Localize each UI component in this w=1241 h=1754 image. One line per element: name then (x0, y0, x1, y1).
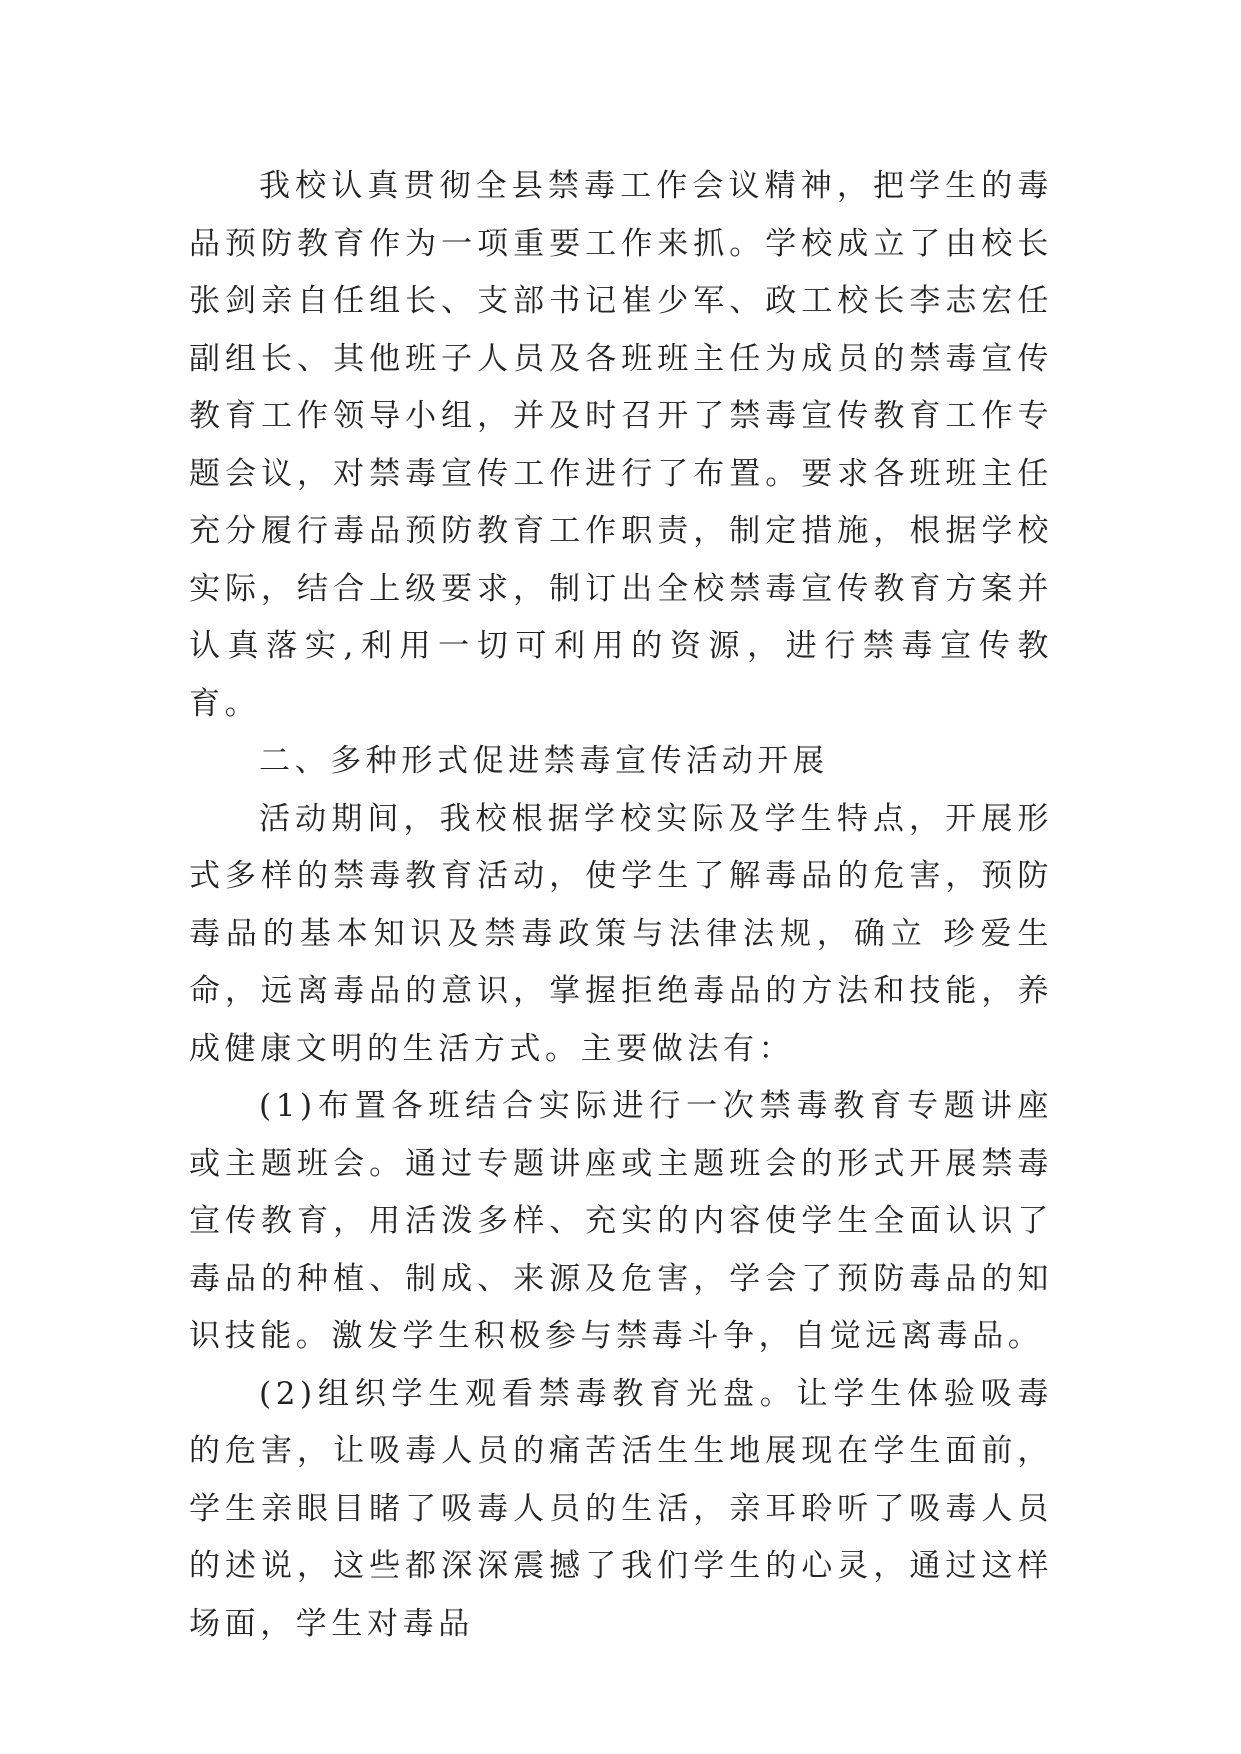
document-body (189, 158, 1053, 1653)
section-heading: 二、多种形式促进禁毒宣传活动开展 (259, 743, 829, 779)
paragraph-organization: 我校认真贯彻全县禁毒工作会议精神，把学生的毒品预防教育作为一项重要工作来抓。学校成立了由校长张剑亲自任组长、支部书记崔少军、政工校长李志宏任副组长、其他班子人员及各班班主任为成员的禁毒宣传教育工作领导小组，并及时召开了禁毒宣传教育工作专题会议，对禁毒宣传工作进行了布置。要求各班班主任充分履行毒品预防教育工作职责，制定措施，根据学校实际，结合上级要求，制订出全校禁毒宣传教育方案并认真落实,利用一切可利用的资源，进行禁毒宣传教育。 (189, 168, 1053, 722)
paragraph-item-1: (1)布置各班结合实际进行一次禁毒教育专题讲座或主题班会。通过专题讲座或主题班会的形式开展禁毒宣传教育，用活泼多样、充实的内容使学生全面认识了毒品的种植、制成、来源及危害，学会了预防毒品的知识技能。激发学生积极参与禁毒斗争，自觉远离毒品。 (189, 1088, 1053, 1354)
paragraph-activities: 活动期间，我校根据学校实际及学生特点，开展形式多样的禁毒教育活动，使学生了解毒品的危害，预防毒品的基本知识及禁毒政策与法律法规，确立 珍爱生命，远离毒品的意识，掌握拒绝毒品的方法和技能，养成健康文明的生活方式。主要做法有： (189, 800, 1053, 1067)
paragraph-item-2: (2)组织学生观看禁毒教育光盘。让学生体验吸毒的危害，让吸毒人员的痛苦活生生地展现在学生面前，学生亲眼目睹了吸毒人员的生活，亲耳聆听了吸毒人员的述说，这些都深深震撼了我们学生的心灵，通过这样场面，学生对毒品 (189, 1375, 1053, 1642)
